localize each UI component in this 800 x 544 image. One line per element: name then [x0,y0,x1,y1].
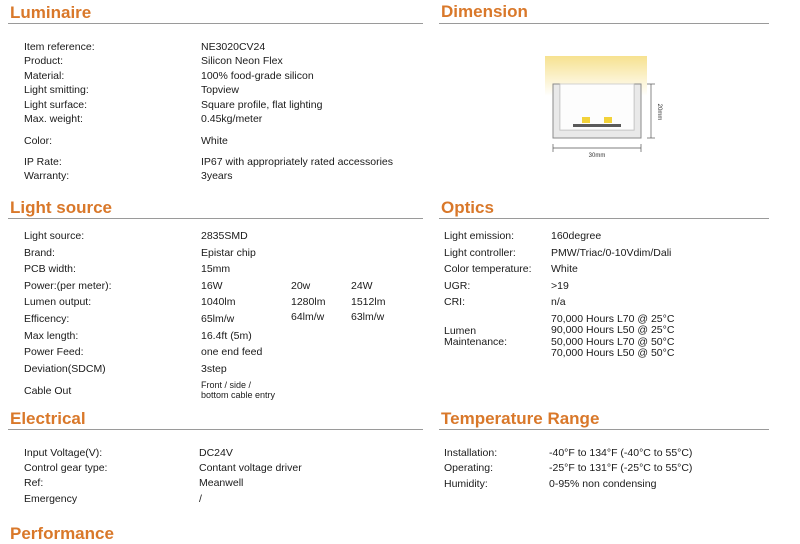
lumen-maintenance-label: Maintenance: [444,336,508,348]
luminaire-label: Material: [24,70,65,82]
lumen-maintenance-value: 90,000 Hours L50 @ 25°C [551,324,675,336]
section-title-optics: Optics [441,198,494,217]
optics-label: Color temperature: [444,263,532,275]
luminaire-value: 0.45kg/meter [201,113,263,125]
luminaire-value: NE3020CV24 [201,41,266,53]
light-source-value: 16.4ft (5m) [201,330,252,342]
luminaire-value: Topview [201,84,239,96]
luminaire-label: Product: [24,55,64,67]
lumen-maintenance-label: Lumen [444,325,477,337]
light-source-value: 16W [201,280,223,292]
luminaire-value: Silicon Neon Flex [201,55,283,67]
light-source-value: Epistar chip [201,247,256,259]
luminaire-value: 3years [201,170,233,182]
lumen-maintenance-value: 70,000 Hours L50 @ 50°C [551,347,675,359]
electrical-value: / [199,493,202,505]
electrical-label: Emergency [24,493,78,505]
luminaire-value: White [201,135,228,147]
led-chip [604,117,612,123]
electrical-label: Ref: [24,477,44,489]
section-divider [439,429,769,430]
led-chip [582,117,590,123]
electrical-label: Input Voltage(V): [24,447,103,459]
electrical-value: Contant voltage driver [199,462,302,474]
luminaire-label: IP Rate: [24,156,62,168]
luminaire-label: Warranty: [24,170,70,182]
light-source-label: Max length: [24,330,79,342]
optics-value: 160degree [551,230,602,242]
lumen-maintenance-value: 50,000 Hours L70 @ 50°C [551,336,675,348]
light-source-label: Lumen output: [24,296,92,308]
optics-value: n/a [551,296,566,308]
lumen-maintenance-value: 70,000 Hours L70 @ 25°C [551,313,675,325]
optics-label: CRI: [444,296,465,308]
light-source-value: one end feed [201,346,263,358]
light-source-label: Power:(per meter): [24,280,112,292]
electrical-value: DC24V [199,447,233,459]
pcb-strip [573,124,621,127]
temperature-label: Operating: [444,462,494,474]
width-dimension-label: 30mm [588,153,606,159]
luminaire-value: Square profile, flat lighting [201,99,323,111]
optics-value: White [551,263,578,275]
section-divider [8,23,423,24]
light-source-value: 20w [291,280,311,292]
luminaire-label: Item reference: [24,41,95,53]
light-source-value: 15mm [201,263,231,275]
section-title-light-source: Light source [10,198,113,217]
diffuser-chamber [560,84,634,130]
optics-value: PMW/Triac/0-10Vdim/Dali [551,247,672,259]
light-source-value: 65lm/w [201,313,235,325]
light-source-value: Front / side / [201,380,252,390]
light-source-label: Power Feed: [24,346,84,358]
light-source-value: 2835SMD [201,230,248,242]
profile-dimension-drawing [533,52,663,162]
section-title-luminaire: Luminaire [10,3,92,22]
luminaire-value: IP67 with appropriately rated accessories [201,156,394,168]
light-source-label: Light source: [24,230,85,242]
luminaire-label: Light surface: [24,99,88,111]
light-source-label: Brand: [24,247,55,259]
luminaire-label: Color: [24,135,53,147]
light-source-value: 1040lm [201,296,236,308]
section-divider [8,429,423,430]
light-source-label: Efficency: [24,313,70,325]
section-divider [8,218,423,219]
luminaire-label: Max. weight: [24,113,83,125]
optics-label: UGR: [444,280,471,292]
temperature-label: Installation: [444,447,498,459]
section-title-temperature-range: Temperature Range [441,409,600,428]
electrical-label: Control gear type: [24,462,108,474]
temperature-value: -40°F to 134°F (-40°C to 55°C) [549,447,693,459]
optics-value: >19 [551,280,569,292]
light-source-label: Deviation(SDCM) [24,363,106,375]
section-title-performance: Performance [10,524,114,543]
section-divider [439,218,769,219]
light-source-value: 24W [351,280,373,292]
light-source-value: bottom cable entry [201,390,276,400]
light-source-label: PCB width: [24,263,76,275]
temperature-label: Humidity: [444,478,488,490]
height-dimension-label: 20mm [656,103,662,121]
optics-label: Light emission: [444,230,515,242]
luminaire-label: Light smitting: [24,84,89,96]
optics-label: Light controller: [444,247,516,259]
light-source-value: 1512lm [351,296,386,308]
section-title-electrical: Electrical [10,409,86,428]
temperature-value: 0-95% non condensing [549,478,657,490]
light-source-value: 1280lm [291,296,326,308]
light-source-label: Cable Out [24,385,72,397]
light-source-value: 63lm/w [351,311,385,323]
section-title-dimension: Dimension [441,2,528,21]
electrical-value: Meanwell [199,477,244,489]
temperature-value: -25°F to 131°F (-25°C to 55°C) [549,462,693,474]
light-source-value: 3step [201,363,227,375]
light-source-value: 64lm/w [291,311,325,323]
luminaire-value: 100% food-grade silicon [201,70,314,82]
section-divider [439,23,769,24]
